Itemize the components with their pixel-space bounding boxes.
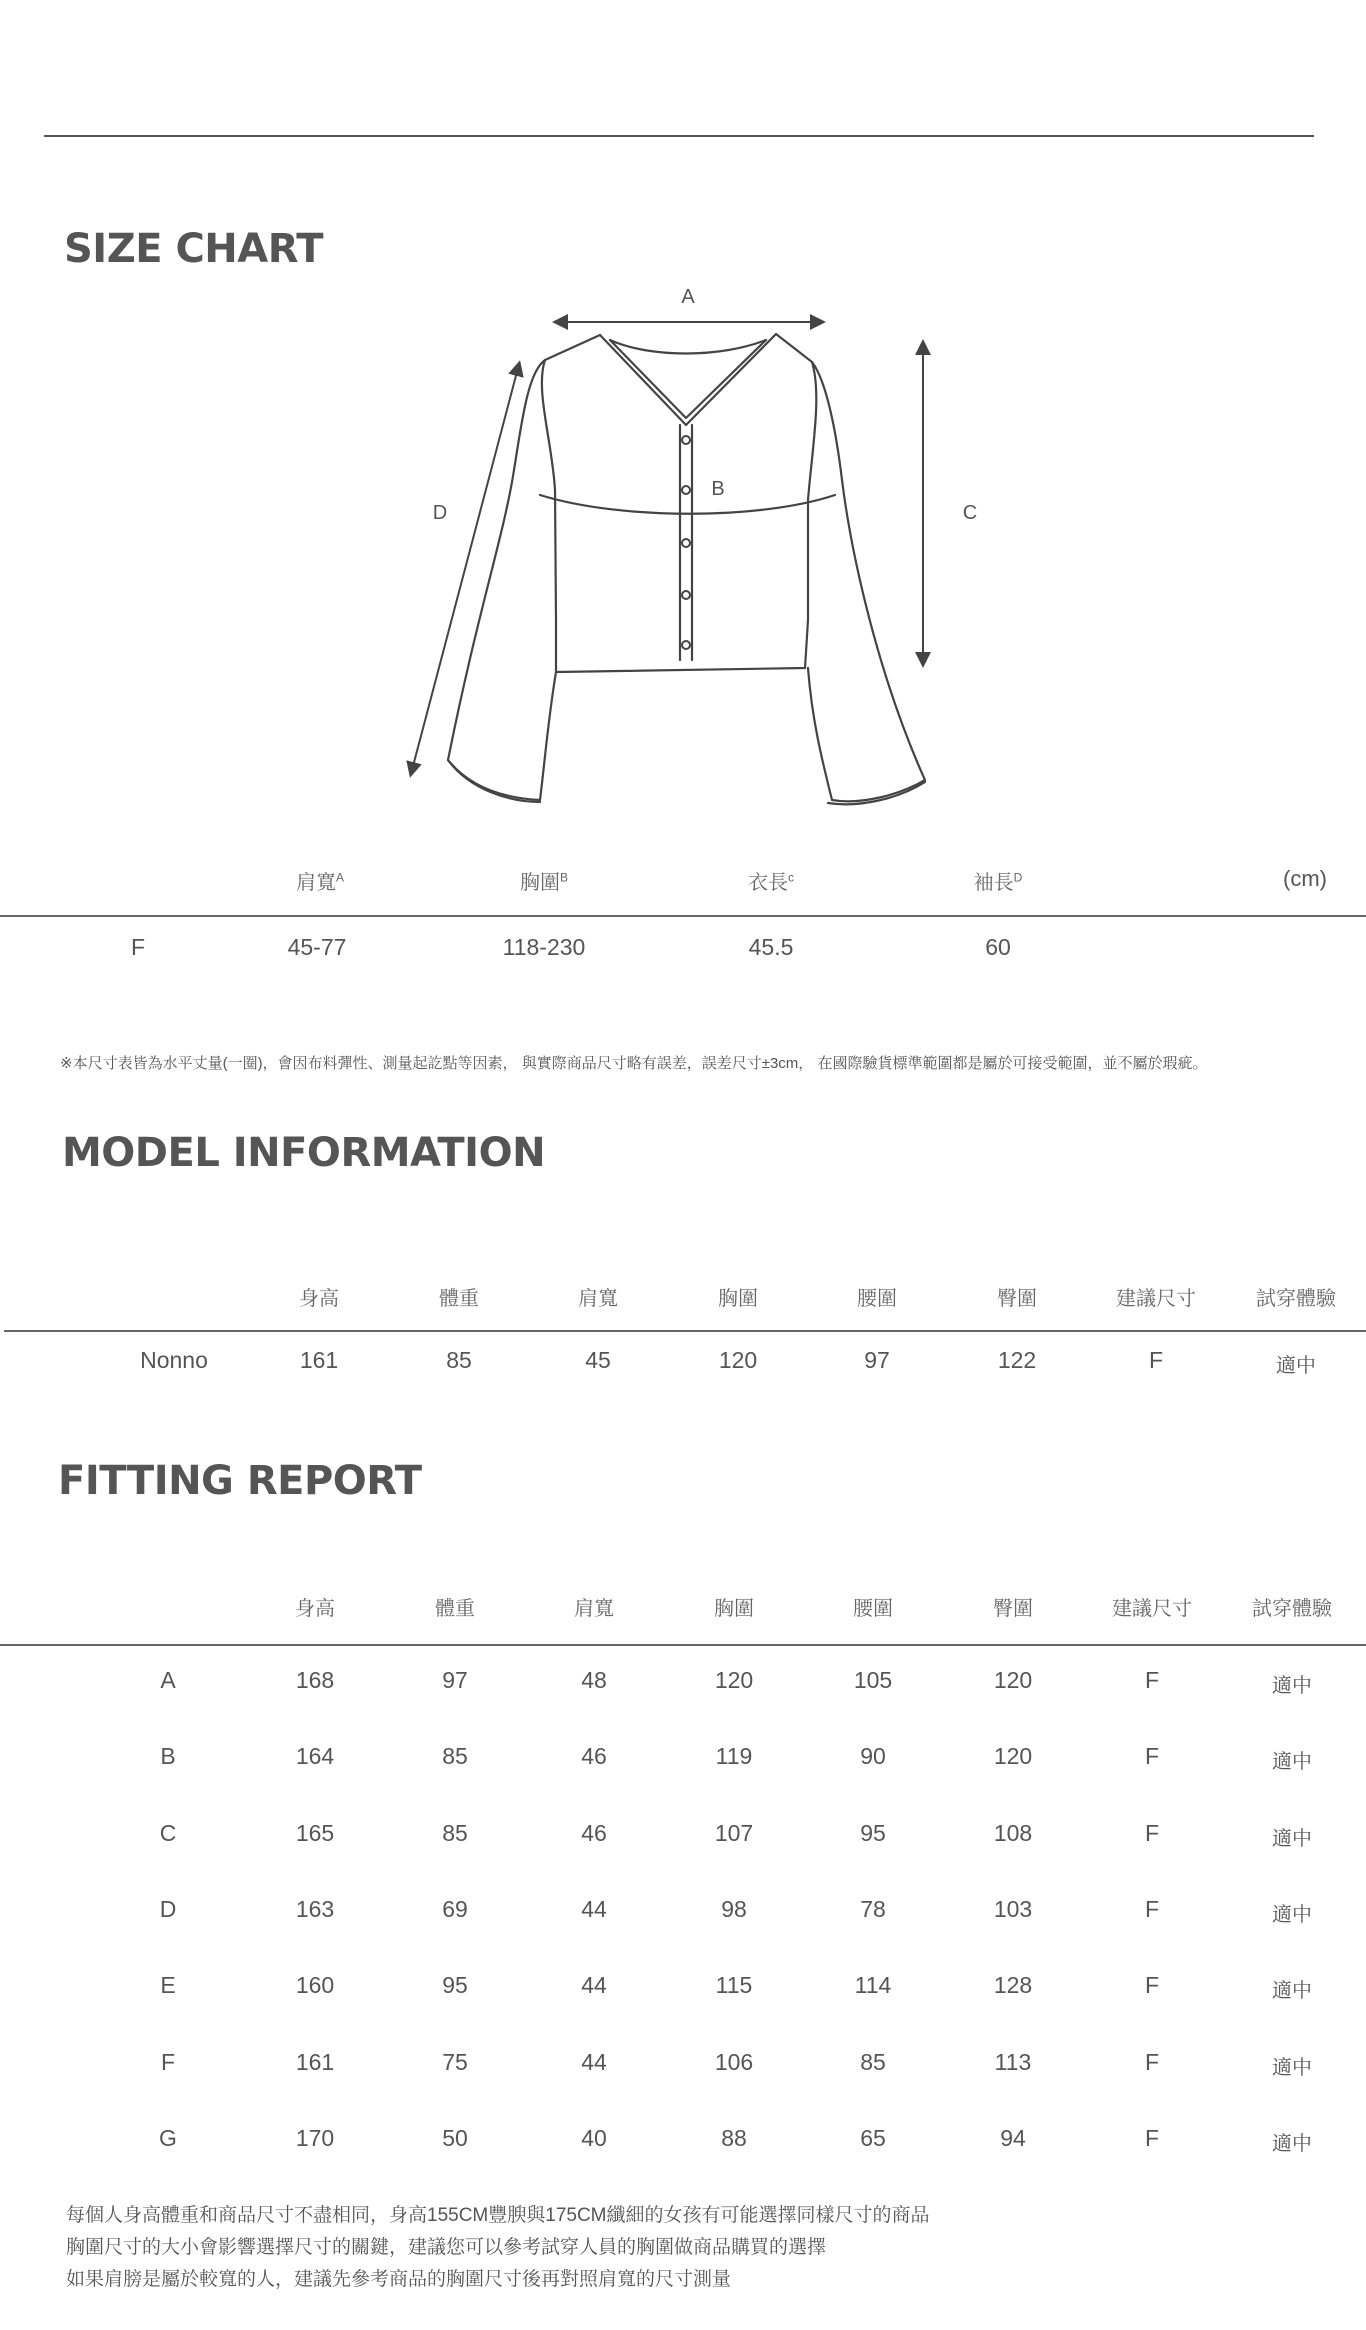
fitting-cell-suggested-size: F — [1144, 1667, 1160, 1693]
fitting-cell-suggested-size: F — [1144, 1895, 1160, 1922]
fitting-cell-shoulder: 44 — [581, 2048, 607, 2075]
fitting-cell-shoulder: 44 — [581, 1972, 607, 1999]
fitting-header-height: 身高 — [295, 1598, 335, 1620]
fitting-header-waist: 腰圍 — [853, 1598, 893, 1620]
fitting-cell-weight: 50 — [442, 2124, 468, 2151]
fitting-cell-shoulder: 46 — [581, 1819, 607, 1846]
model-header-height: 身高 — [299, 1288, 339, 1310]
fitting-cell-height: 161 — [295, 2048, 335, 2075]
fitting-cell-name: F — [160, 2048, 176, 2075]
size-chart-note: ※本尺寸表皆為水平丈量(一圈)，會因布料彈性、測量起訖點等因素， 與實際商品尺寸略有誤差，誤差尺寸±3cm， 在國際驗貨標準範圍都是屬於可接受範圍，並不屬於瑕疵。 — [60, 1055, 1208, 1072]
fitting-cell-waist: 105 — [853, 1667, 893, 1693]
fitting-cell-fit: 適中 — [1272, 1980, 1312, 2003]
size-header-sleeve: 袖長$^D$ — [973, 870, 1023, 894]
fitting-cell-suggested-size: F — [1144, 1972, 1160, 1999]
fitting-cell-waist: 90 — [860, 1743, 886, 1770]
fitting-cell-name: A — [160, 1667, 176, 1693]
fitting-cell-name: E — [160, 1972, 176, 1999]
size-value-shoulder: 45-77 — [287, 934, 347, 960]
model-value-fit: 適中 — [1276, 1355, 1316, 1377]
diagram-label-a: A — [681, 286, 695, 308]
model-value-waist: 97 — [864, 1347, 890, 1373]
fitting-cell-fit: 適中 — [1272, 1751, 1312, 1774]
fitting-cell-weight: 85 — [442, 1819, 468, 1846]
fitting-cell-chest: 88 — [721, 2124, 747, 2151]
model-name: Nonno — [140, 1347, 208, 1373]
size-unit: (cm) — [1283, 866, 1327, 891]
fitting-cell-weight: 95 — [442, 1972, 468, 1999]
fitting-cell-hip: 120 — [993, 1667, 1033, 1693]
fitting-report-title: FITTING REPORT — [58, 1458, 422, 1504]
fitting-footnote-1: 每個人身高體重和商品尺寸不盡相同，身高155CM豐腴與175CM纖細的女孩有可能選擇同樣尺寸的商品 — [66, 2205, 930, 2226]
model-header-hip: 臀圍 — [997, 1288, 1037, 1310]
model-header-shoulder: 肩寬 — [578, 1288, 618, 1310]
diagram-label-c: C — [962, 502, 978, 524]
fitting-cell-height: 160 — [295, 1972, 335, 1999]
fitting-cell-name: G — [159, 2124, 177, 2151]
fitting-header-shoulder: 肩寬 — [574, 1598, 614, 1620]
fitting-cell-name: D — [159, 1895, 177, 1922]
fitting-cell-height: 163 — [295, 1895, 335, 1922]
fitting-cell-hip: 128 — [993, 1972, 1033, 1999]
fitting-cell-hip: 94 — [1000, 2124, 1026, 2151]
fitting-cell-waist: 65 — [860, 2124, 886, 2151]
fitting-header-suggested-size: 建議尺寸 — [1112, 1598, 1192, 1620]
fitting-cell-name: B — [160, 1743, 176, 1770]
model-value-suggested-size: F — [1148, 1347, 1164, 1373]
diagram-label-d: D — [432, 502, 448, 524]
fitting-cell-chest: 107 — [714, 1819, 754, 1846]
fitting-cell-chest: 98 — [721, 1895, 747, 1922]
size-value-chest: 118-230 — [502, 934, 586, 960]
fitting-cell-shoulder: 46 — [581, 1743, 607, 1770]
model-header-suggested-size: 建議尺寸 — [1116, 1288, 1196, 1310]
size-header-length: 衣長$^c$ — [748, 870, 794, 894]
model-header-waist: 腰圍 — [857, 1288, 897, 1310]
fitting-cell-waist: 78 — [860, 1895, 886, 1922]
fitting-cell-height: 164 — [295, 1743, 335, 1770]
size-row-label: F — [130, 934, 146, 960]
model-header-weight: 體重 — [439, 1288, 479, 1310]
fitting-cell-weight: 75 — [442, 2048, 468, 2075]
fitting-footnote-3: 如果肩膀是屬於較寬的人，建議先參考商品的胸圍尺寸後再對照肩寬的尺寸測量 — [66, 2269, 732, 2290]
model-value-chest: 120 — [718, 1347, 758, 1373]
fitting-cell-suggested-size: F — [1144, 2048, 1160, 2075]
fitting-cell-suggested-size: F — [1144, 1743, 1160, 1770]
fitting-cell-suggested-size: F — [1144, 1819, 1160, 1846]
fitting-cell-shoulder: 44 — [581, 1895, 607, 1922]
fitting-report-divider — [0, 1644, 1366, 1646]
size-header-shoulder: 肩寬$^A$ — [295, 870, 344, 894]
fitting-footnote-2: 胸圍尺寸的大小會影響選擇尺寸的關鍵，建議您可以參考試穿人員的胸圍做商品購買的選擇 — [66, 2237, 827, 2258]
fitting-cell-chest: 119 — [715, 1743, 753, 1770]
fitting-cell-waist: 95 — [860, 1819, 886, 1846]
model-value-height: 161 — [299, 1347, 339, 1373]
fitting-cell-hip: 113 — [994, 2048, 1032, 2075]
fitting-header-fit: 試穿體驗 — [1252, 1598, 1332, 1620]
model-value-weight: 85 — [446, 1347, 472, 1373]
fitting-cell-shoulder: 48 — [581, 1667, 607, 1693]
fitting-cell-fit: 適中 — [1272, 2132, 1312, 2155]
fitting-cell-fit: 適中 — [1272, 2056, 1312, 2079]
fitting-cell-fit: 適中 — [1272, 1675, 1312, 1697]
top-divider — [44, 135, 1314, 137]
size-value-length: 45.5 — [748, 934, 794, 960]
fitting-cell-height: 168 — [295, 1667, 335, 1693]
fitting-cell-weight: 69 — [442, 1895, 468, 1922]
fitting-cell-chest: 106 — [714, 2048, 754, 2075]
garment-diagram — [390, 280, 950, 820]
fitting-cell-chest: 115 — [715, 1972, 753, 1999]
fitting-cell-weight: 97 — [442, 1667, 468, 1693]
fitting-cell-waist: 114 — [854, 1972, 892, 1999]
fitting-cell-hip: 103 — [993, 1895, 1033, 1922]
fitting-cell-chest: 120 — [714, 1667, 754, 1693]
fitting-cell-height: 170 — [295, 2124, 335, 2151]
fitting-cell-fit: 適中 — [1272, 1827, 1312, 1850]
size-chart-title: SIZE CHART — [64, 226, 324, 272]
model-info-title: MODEL INFORMATION — [62, 1130, 546, 1176]
diagram-label-b: B — [711, 478, 725, 500]
model-info-divider — [4, 1330, 1366, 1332]
fitting-cell-fit: 適中 — [1272, 1903, 1312, 1926]
fitting-cell-hip: 108 — [993, 1819, 1033, 1846]
size-chart-divider — [0, 915, 1366, 917]
fitting-cell-waist: 85 — [860, 2048, 886, 2075]
fitting-cell-weight: 85 — [442, 1743, 468, 1770]
fitting-header-hip: 臀圍 — [993, 1598, 1033, 1620]
fitting-cell-height: 165 — [295, 1819, 335, 1846]
model-value-shoulder: 45 — [585, 1347, 611, 1373]
fitting-cell-hip: 120 — [993, 1743, 1033, 1770]
fitting-header-chest: 胸圍 — [714, 1598, 754, 1620]
fitting-cell-suggested-size: F — [1144, 2124, 1160, 2151]
size-value-sleeve: 60 — [985, 934, 1011, 960]
fitting-cell-name: C — [159, 1819, 177, 1846]
model-header-fit: 試穿體驗 — [1256, 1288, 1336, 1310]
model-value-hip: 122 — [997, 1347, 1037, 1373]
size-header-chest: 胸圍$^B$ — [519, 870, 568, 894]
fitting-header-weight: 體重 — [435, 1598, 475, 1620]
fitting-cell-shoulder: 40 — [581, 2124, 607, 2151]
model-header-chest: 胸圍 — [718, 1288, 758, 1310]
